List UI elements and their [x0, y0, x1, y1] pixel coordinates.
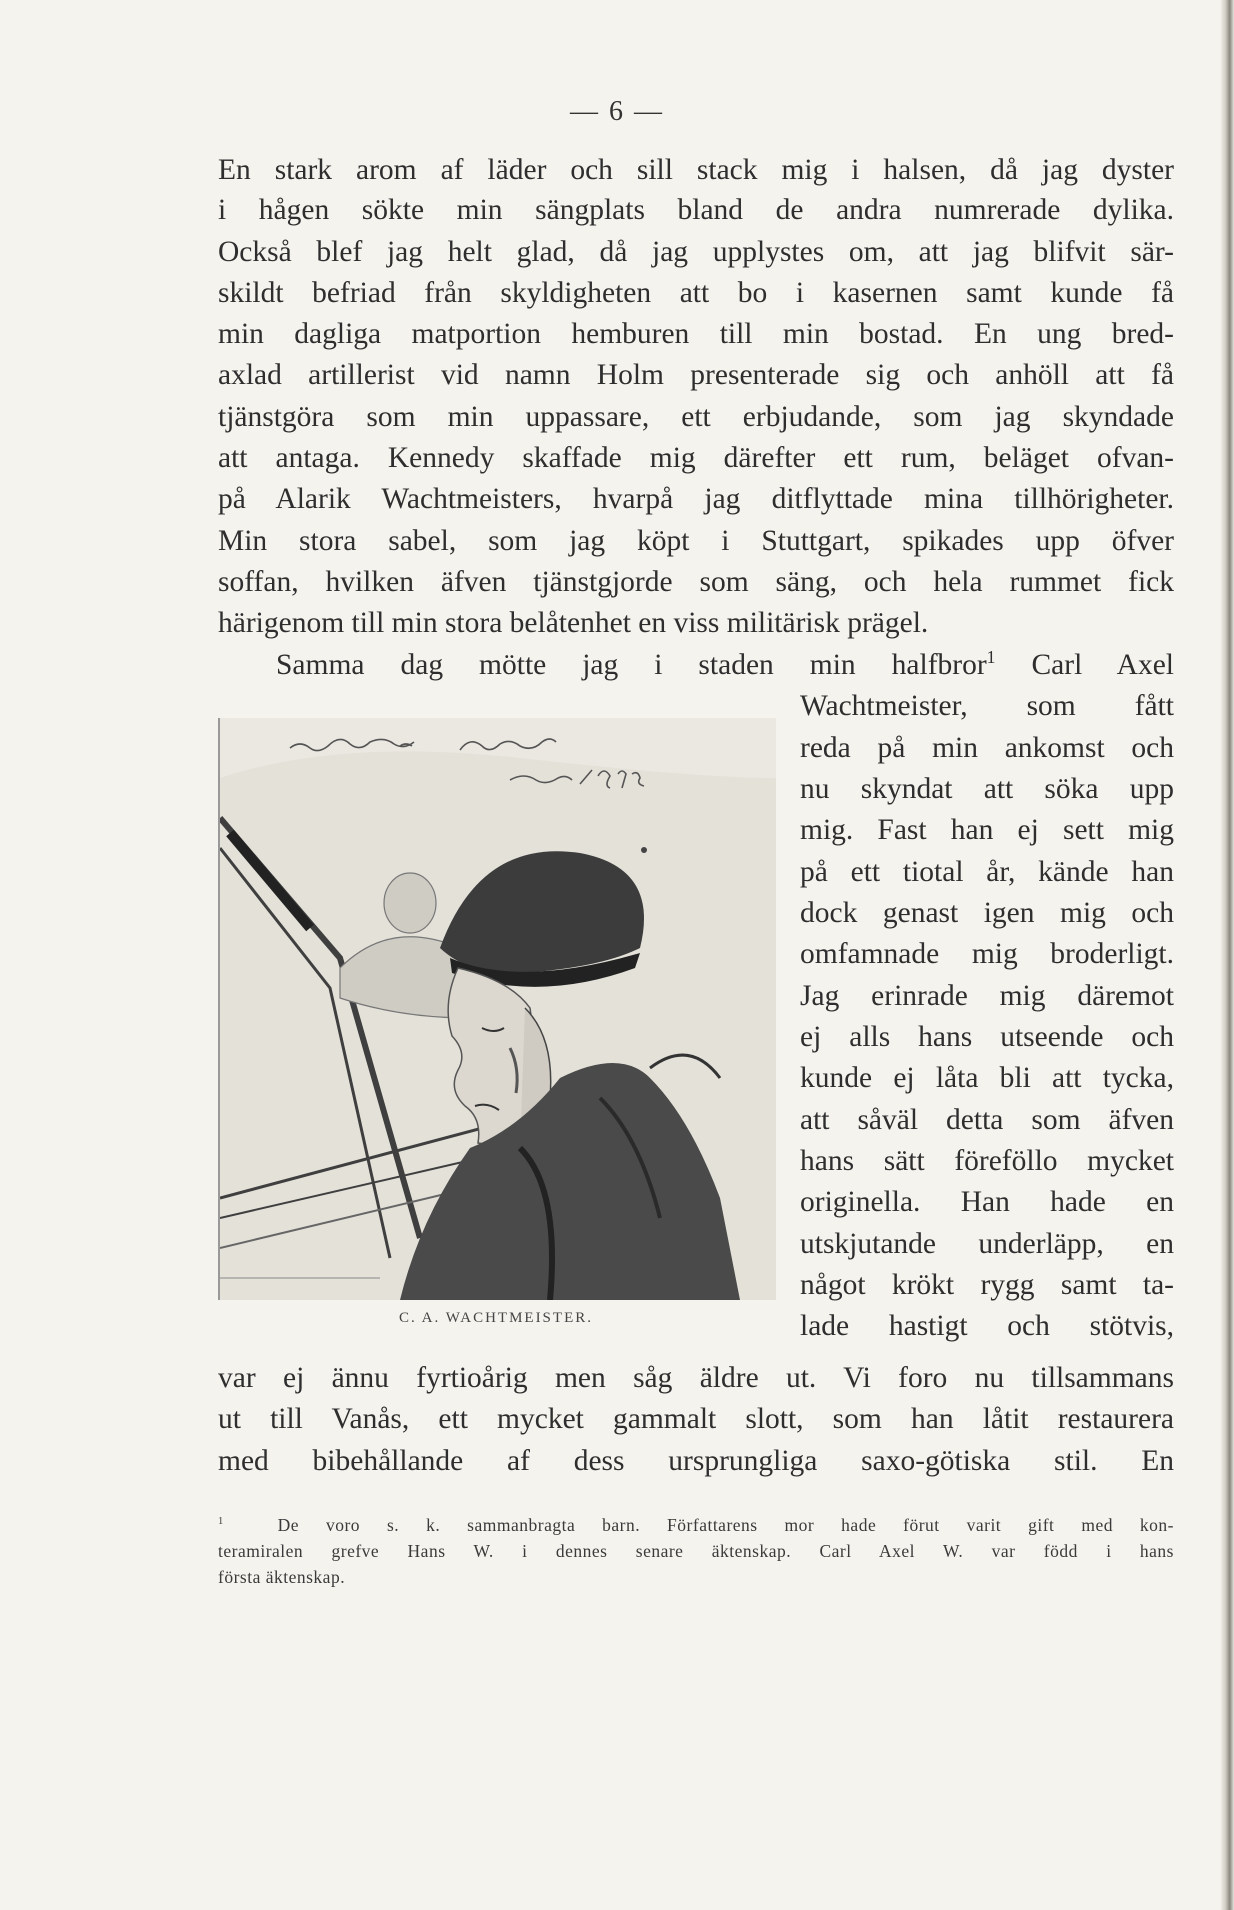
text-fragment: Samma dag mötte jag i staden min halfbror: [276, 649, 987, 681]
column-text-line: reda på min ankomst och: [800, 732, 1174, 764]
column-text-line: något krökt rygg samt ta-: [800, 1269, 1174, 1301]
text-line: En stark arom af läder och sill stack mig i halsen, då jag dyster: [218, 154, 1174, 186]
column-text-line: på ett tiotal år, kände han: [800, 856, 1174, 888]
column-text-line: hans sätt föreföllo mycket: [800, 1145, 1174, 1177]
text-line: med bibehållande af dess ursprungliga saxo-götiska stil. En: [218, 1445, 1174, 1477]
column-text-line: kunde ej låta bli att tycka,: [800, 1062, 1174, 1094]
footnote-reference: 1: [986, 647, 996, 668]
page-number: — 6 —: [570, 96, 664, 127]
text-fragment: Carl Axel: [995, 649, 1174, 681]
text-line: Min stora sabel, som jag köpt i Stuttgart, spikades upp öfver: [218, 525, 1174, 557]
column-text-line: att såväl detta som äfven: [800, 1104, 1174, 1136]
text-line: tjänstgöra som min uppassare, ett erbjudande, som jag skyndade: [218, 401, 1174, 433]
column-text-line: ej alls hans utseende och: [800, 1021, 1174, 1053]
page-edge: [1220, 0, 1234, 1910]
portrait-sketch: [220, 718, 776, 1300]
text-line: axlad artillerist vid namn Holm presenterade sig och anhöll att få: [218, 359, 1174, 391]
column-text-line: dock genast igen mig och: [800, 897, 1174, 929]
footnote-line: [218, 1512, 1174, 1538]
text-line: min dagliga matportion hemburen till min bostad. En ung bred-: [218, 318, 1174, 350]
column-text-line: utskjutande underläpp, en: [800, 1228, 1174, 1260]
paragraph-first-line: [276, 645, 1174, 685]
footnote-line: teramiralen grefve Hans W. i dennes senare äktenskap. Carl Axel W. var född i hans: [218, 1541, 1174, 1561]
column-text-line: nu skyndat att söka upp: [800, 773, 1174, 805]
figure-caption: C. A. WACHTMEISTER.: [399, 1310, 593, 1326]
column-text-line: mig. Fast han ej sett mig: [800, 814, 1174, 846]
text-line: skildt befriad från skyldigheten att bo i kasernen samt kunde få: [218, 277, 1174, 309]
column-text-line: Wachtmeister, som fått: [800, 690, 1174, 722]
text-line: i hågen sökte min sängplats bland de andra numrerade dylika.: [218, 194, 1174, 226]
column-text-line: Jag erinrade mig däremot: [800, 980, 1174, 1012]
text-line: att antaga. Kennedy skaffade mig därefter ett rum, beläget ofvan-: [218, 442, 1174, 474]
footnote-line: första äktenskap.: [218, 1567, 346, 1587]
footnote-mark: 1: [218, 1516, 224, 1528]
portrait-illustration: [218, 718, 776, 1300]
text-line: soffan, hvilken äfven tjänstgjorde som säng, och hela rummet fick: [218, 566, 1174, 598]
column-text-line: originella. Han hade en: [800, 1186, 1174, 1218]
column-text-line: omfamnade mig broderligt.: [800, 938, 1174, 970]
text-line: härigenom till min stora belåtenhet en viss militärisk prägel.: [218, 607, 929, 639]
column-text-line: lade hastigt och stötvis,: [800, 1310, 1174, 1342]
text-line: på Alarik Wachtmeisters, hvarpå jag ditflyttade mina tillhörigheter.: [218, 483, 1174, 515]
footnote-text: De voro s. k. sammanbragta barn. Författarens mor hade förut varit gift med kon-: [277, 1515, 1174, 1535]
text-line: var ej ännu fyrtioårig men såg äldre ut. Vi foro nu tillsammans: [218, 1362, 1174, 1394]
text-line: Också blef jag helt glad, då jag upplystes om, att jag blifvit sär-: [218, 236, 1174, 268]
text-line: ut till Vanås, ett mycket gammalt slott, som han låtit restaurera: [218, 1403, 1174, 1435]
